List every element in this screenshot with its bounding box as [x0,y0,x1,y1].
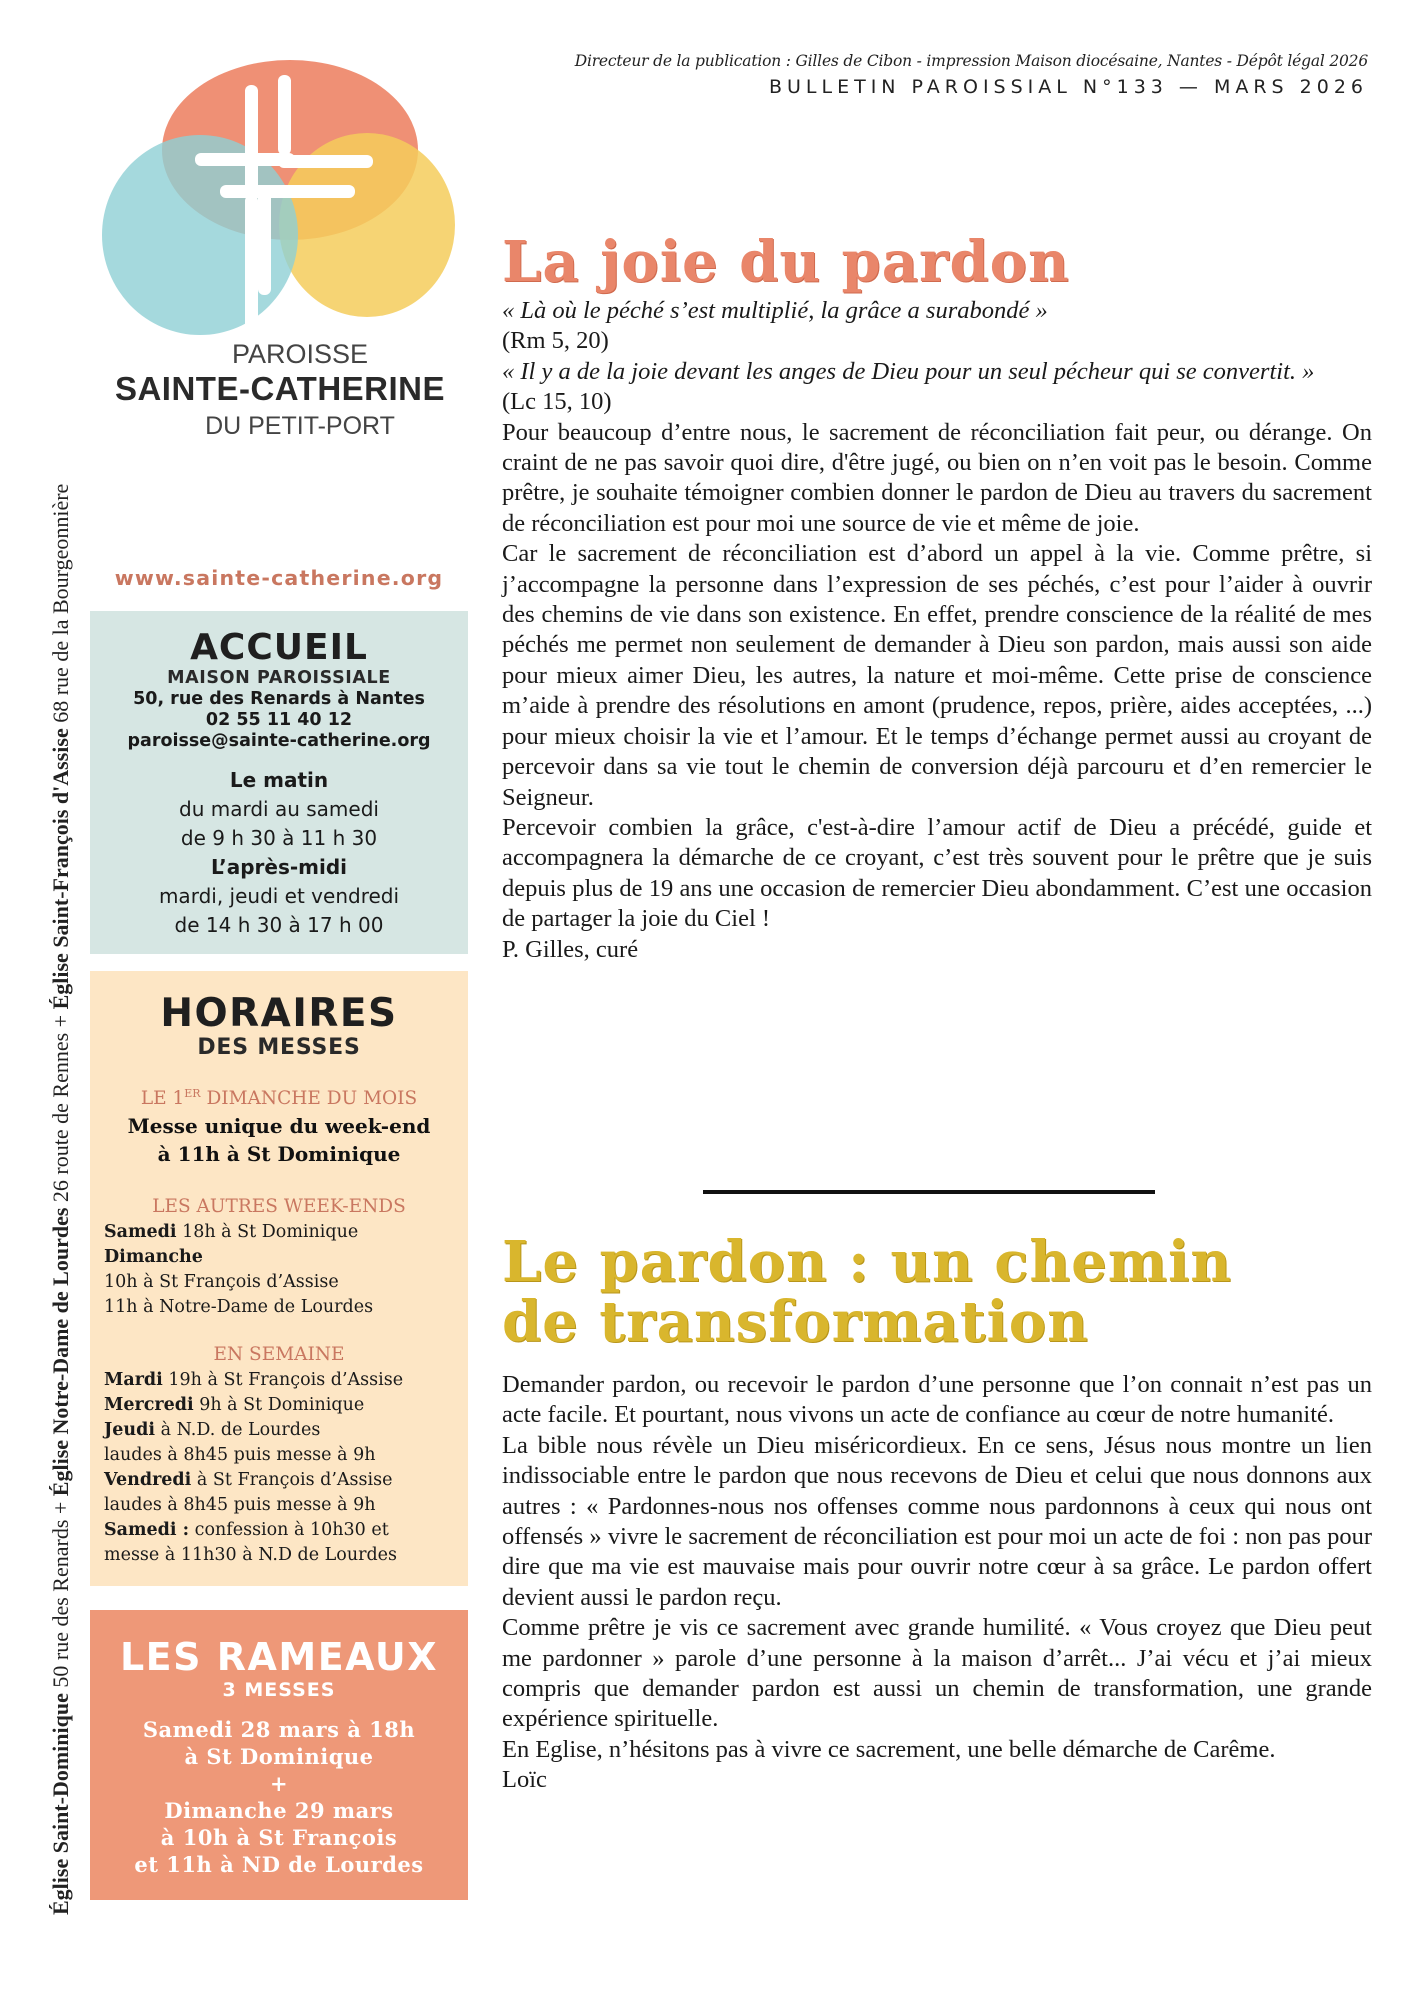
rameaux-line: et 11h à ND de Lourdes [134,1852,424,1877]
logo-subtitle: DU PETIT-PORT [205,412,395,440]
schedule-line: Samedi 18h à St Dominique [104,1222,359,1243]
rameaux-box [90,1610,468,1900]
afternoon-hours: de 14 h 30 à 17 h 00 [174,913,384,937]
article1-quote: « Là où le péché s’est multiplié, la grâce a surabondé » [502,297,1048,324]
logo-parish-name: SAINTE-CATHERINE [114,370,446,407]
schedule-line: laudes à 8h45 puis messe à 9h [104,1445,376,1466]
churches-vertical-text [48,225,78,1915]
horaires-box [90,971,468,1586]
schedule-line: 11h à Notre-Dame de Lourdes [104,1297,374,1318]
schedule-line: laudes à 8h45 puis messe à 9h [104,1495,376,1516]
article1-reference: (Rm 5, 20) [502,327,609,355]
accueil-box [90,611,468,954]
schedule-line: Mardi 19h à St François d’Assise [104,1370,404,1391]
article2-paragraph: En Eglise, n’hésitons pas à vivre ce sacrement, une belle démarche de Carême. [502,1735,1276,1763]
article1-paragraph: Percevoir combien la grâce, c'est-à-dire l’amour actif de Dieu a précédé, guide et accompagnera la démarche de ce croyant, c’est très souvent pour le prêtre que je suis depuis plus de 19 ans une occasion de remercier Dieu abondamment. C’est une occasion de partager la joie du Ciel ! [502,813,1372,933]
rameaux-line: à 10h à St François [160,1825,398,1850]
rameaux-line: + [269,1771,289,1796]
afternoon-days: mardi, jeudi et vendredi [158,884,400,908]
website-link[interactable]: www.sainte-catherine.org [114,566,444,590]
rameaux-title: LES RAMEAUX [119,1635,439,1679]
accueil-email[interactable]: paroisse@sainte-catherine.org [127,731,431,751]
article2-title [502,1229,1372,1355]
first-sunday-label: LE 1ER DIMANCHE DU MOIS [140,1087,418,1110]
article1-paragraph: Car le sacrement de réconciliation est d’abord un appel à la vie. Comme prêtre, si j’accompagne la personne dans l’expression de ses péchés, c’est pour l’aider à ouvrir des chemins de vie dans son existence. En effet, prendre conscience de la réalité de mes péchés me permet non seulement de demander à Dieu son pardon, mais aussi son aide pour mieux aimer Dieu, les autres, la nature et moi-même. Cette prise de conscience m’aide à prendre des résolutions en amont (prudence, repos, prière, aides acceptées, ...) pour mieux choisir la vie et l’amour. Et le temps d’échange permet aussi au croyant de percevoir dans sa vie tout le chemin de conversion déjà parcouru et d’en remercier le Seigneur. [502,540,1372,811]
schedule-line: messe à 11h30 à N.D de Lourdes [104,1545,397,1566]
church-address: 68 rue de la Bourgeonnière [48,483,73,729]
article2-title-line1: Le pardon : un chemin [502,1229,1232,1295]
article1-paragraph: Pour beaucoup d’entre nous, le sacrement de réconciliation fait peur, ou dérange. On craint de ne pas savoir quoi dire, d'être jugé, ou bien on n’en voit pas le besoin. Comme prêtre, je souhaite témoigner combien donner le pardon de Dieu au travers du sacrement de réconciliation est pour moi une source de vie et même de joie. [502,418,1372,537]
church-address: 50 rue des Renards [48,1519,73,1694]
first-sunday-line1: Messe unique du week-end [127,1114,431,1139]
rameaux-subtitle: 3 MESSES [222,1679,336,1701]
church-separator: + [48,1496,73,1520]
afternoon-label: L’après-midi [210,855,348,879]
parish-logo [95,55,465,450]
article1-reference: (Lc 15, 10) [502,388,612,416]
church-name: Église Saint-François d'Assise [48,728,73,1010]
bulletin-number: BULLETIN PAROISSIAL N°133 — MARS 2026 [768,76,1368,98]
article2-paragraph: La bible nous révèle un Dieu miséricordieux. En ce sens, Jésus nous montre un lien indissociable entre le pardon que nous recevons de Dieu et celui que nous donnons aux autres : « Pardonnes-nous nos offenses comme nous pardonnons à ceux qui nous ont offensés » vivre le sacrement de réconciliation est pour moi un acte de foi : non pas pour dire que ma vie est mauvaise mais pour ouvrir notre cœur à sa grâce. Le pardon offert devient aussi le pardon reçu. [502,1431,1372,1611]
church-separator: + [48,1009,73,1033]
weekdays-list [90,1368,468,1568]
schedule-line: Mercredi 9h à St Dominique [104,1395,365,1416]
rameaux-line: à St Dominique [184,1744,374,1769]
morning-days: du mardi au samedi [179,797,379,821]
schedule-line: Vendredi à St François d’Assise [104,1470,393,1491]
horaires-title: HORAIRES [160,991,398,1036]
article2-column [502,1229,1372,1796]
church-name: Église Notre-Dame de Lourdes [48,1207,73,1497]
accueil-phone[interactable]: 02 55 11 40 12 [205,710,353,730]
first-sunday-line2: à 11h à St Dominique [157,1142,401,1167]
article2-paragraph: Demander pardon, ou recevoir le pardon d’une personne que l’on connait n’est pas un acte facile. Et pourtant, nous vivons un acte de confiance au cœur de notre humanité. [502,1371,1372,1429]
horaires-subtitle: DES MESSES [197,1035,361,1060]
schedule-line: 10h à St François d’Assise [104,1272,339,1293]
rameaux-line: Dimanche 29 mars [164,1798,394,1823]
article2-signature: Loïc [502,1766,547,1794]
church-address: 26 route de Rennes [48,1032,73,1208]
cross-bubbles-icon [95,55,465,345]
schedule-line: Dimanche [104,1247,203,1268]
schedule-line: Jeudi à N.D. de Lourdes [104,1420,321,1441]
schedule-line: Samedi : confession à 10h30 et [104,1520,389,1541]
other-weekends-list [90,1220,468,1320]
accueil-title: ACCUEIL [190,627,368,668]
weekdays-label: EN SEMAINE [213,1344,345,1366]
accueil-address: 50, rue des Renards à Nantes [133,689,425,709]
morning-label: Le matin [229,768,329,792]
logo-paroisse: PAROISSE [231,339,369,369]
article1-title: La joie du pardon [502,229,1070,295]
article2-title-line2: de transformation [502,1289,1089,1355]
publication-credits: Directeur de la publication : Gilles de Cibon - impression Maison diocésaine, Nantes - Dépôt légal 2026 [574,52,1368,70]
accueil-subtitle: MAISON PAROISSIALE [167,668,391,688]
other-weekends-label: LES AUTRES WEEK-ENDS [152,1196,406,1218]
section-divider [703,1190,1155,1194]
article-column [502,229,1372,965]
rameaux-line: Samedi 28 mars à 18h [142,1717,416,1742]
article2-paragraph: Comme prêtre je vis ce sacrement avec grande humilité. « Vous croyez que Dieu peut me pardonner » parole d’une personne à la maison d’arrêt... J’ai vécu et j’ai mieux compris que demander pardon est aussi un chemin de transformation, une grande expérience spirituelle. [502,1614,1372,1733]
article1-signature: P. Gilles, curé [502,935,639,963]
article1-quote: « Il y a de la joie devant les anges de Dieu pour un seul pécheur qui se convertit. » [502,357,1315,385]
morning-hours: de 9 h 30 à 11 h 30 [180,826,378,850]
church-name: Église Saint-Dominique [48,1693,73,1915]
